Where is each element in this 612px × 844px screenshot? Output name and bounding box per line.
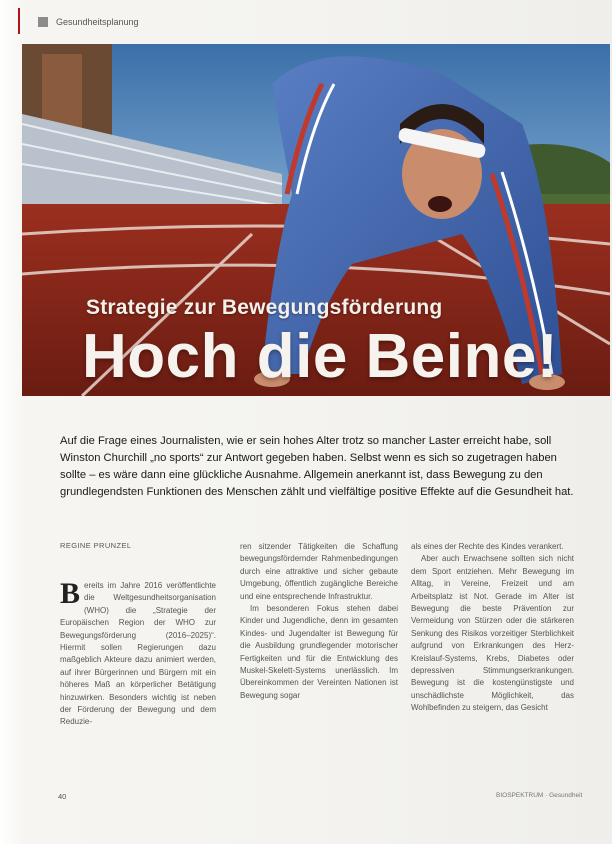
page-number: 40 bbox=[58, 792, 67, 801]
intro-paragraph: Auf die Frage eines Journalisten, wie er sein hohes Alter trotz so mancher Laster erreicht habe, soll Winston Churchill „no sports“ zur Antwort gegeben haben. Selbst wenn es sich so zugetragen haben sollte – es wäre dann eine glückliche Ausnahme. Allgemein anerkannt ist, dass Bewegung zu den grundlegendsten Funktionen des Menschen zählt und vielfältige positive Effekte auf die Gesundheit hat. bbox=[60, 435, 574, 498]
column-3-paragraph-1: als eines der Rechte des Kindes verankert. bbox=[411, 542, 564, 551]
column-2-paragraph-2: Im besonderen Fokus stehen dabei Kinder und Jugendliche, denn im gesamten Kindes- und Jugendalter ist Bewegung für die Ausbildung grundlegender motorischer Fertigkeiten und für die Entwicklung des Muskel-Skelett-Systems unerlässlich. Im Übereinkommen der Vereinten Nationen ist Bewegung sogar bbox=[240, 604, 398, 700]
magazine-footer: BIOSPEKTRUM · Gesundheit bbox=[496, 792, 583, 799]
column-3-paragraph-2: Aber auch Erwachsene sollten sich nicht dem Sport entziehen. Mehr Bewegung im Alltag, in Vereine, Freizeit und am Arbeitsplatz ist Not. Gerade im Alter ist Bewegung die beste Prävention zur Vermeidung von Stürzen oder die stärkeren Senkung des Risikos vorzeitiger Sterblichkeit aufgrund von Erkrankungen des Herz-Kreislauf-Systems, Krebs, Diabetes oder depressiven Stimmungserkrankungen. Bewegung ist die kostengünstigste und unschädlichste Möglichkeit, das Wohlbefinden zu steigern, das Gesicht bbox=[411, 554, 574, 713]
article-column-2 bbox=[240, 541, 398, 702]
article-column-1 bbox=[60, 577, 216, 729]
section-header bbox=[20, 10, 612, 34]
column-1-text: ereits im Jahre 2016 veröffentlichte die Weltgesundheitsorganisation (WHO) die „Strategie der Europäischen Region der WHO zur Bewegungsförderung (2016–2025)“. Hiermit sollen Regierungen dazu maßgeblich Akteure dazu animiert werden, auf ihrer Bürgerinnen und Bürgern mit ein höheres Maß an körperlicher Betätigung hinzuwirken. Besonders wichtig ist neben der Förderung der Bewegung und dem Reduzie- bbox=[60, 581, 216, 727]
hero-image bbox=[22, 44, 610, 396]
section-marker-icon bbox=[38, 17, 48, 27]
hero-title: Hoch die Beine! bbox=[82, 322, 559, 391]
column-2-paragraph-1: ren sitzender Tätigkeiten die Schaffung bewegungsfördernder Rahmenbedingungen durch eine attraktive und sicher gebaute Umgebung, öffentlich zugängliche Bereiche und eine entsprechende Infrastruktur. bbox=[240, 542, 398, 601]
hero-subtitle: Strategie zur Bewegungsförderung bbox=[86, 296, 443, 319]
section-label: Gesundheitsplanung bbox=[56, 17, 139, 27]
author-byline: REGINE PRUNZEL bbox=[60, 541, 132, 550]
drop-cap: B bbox=[60, 577, 81, 610]
article-column-3 bbox=[411, 541, 574, 715]
